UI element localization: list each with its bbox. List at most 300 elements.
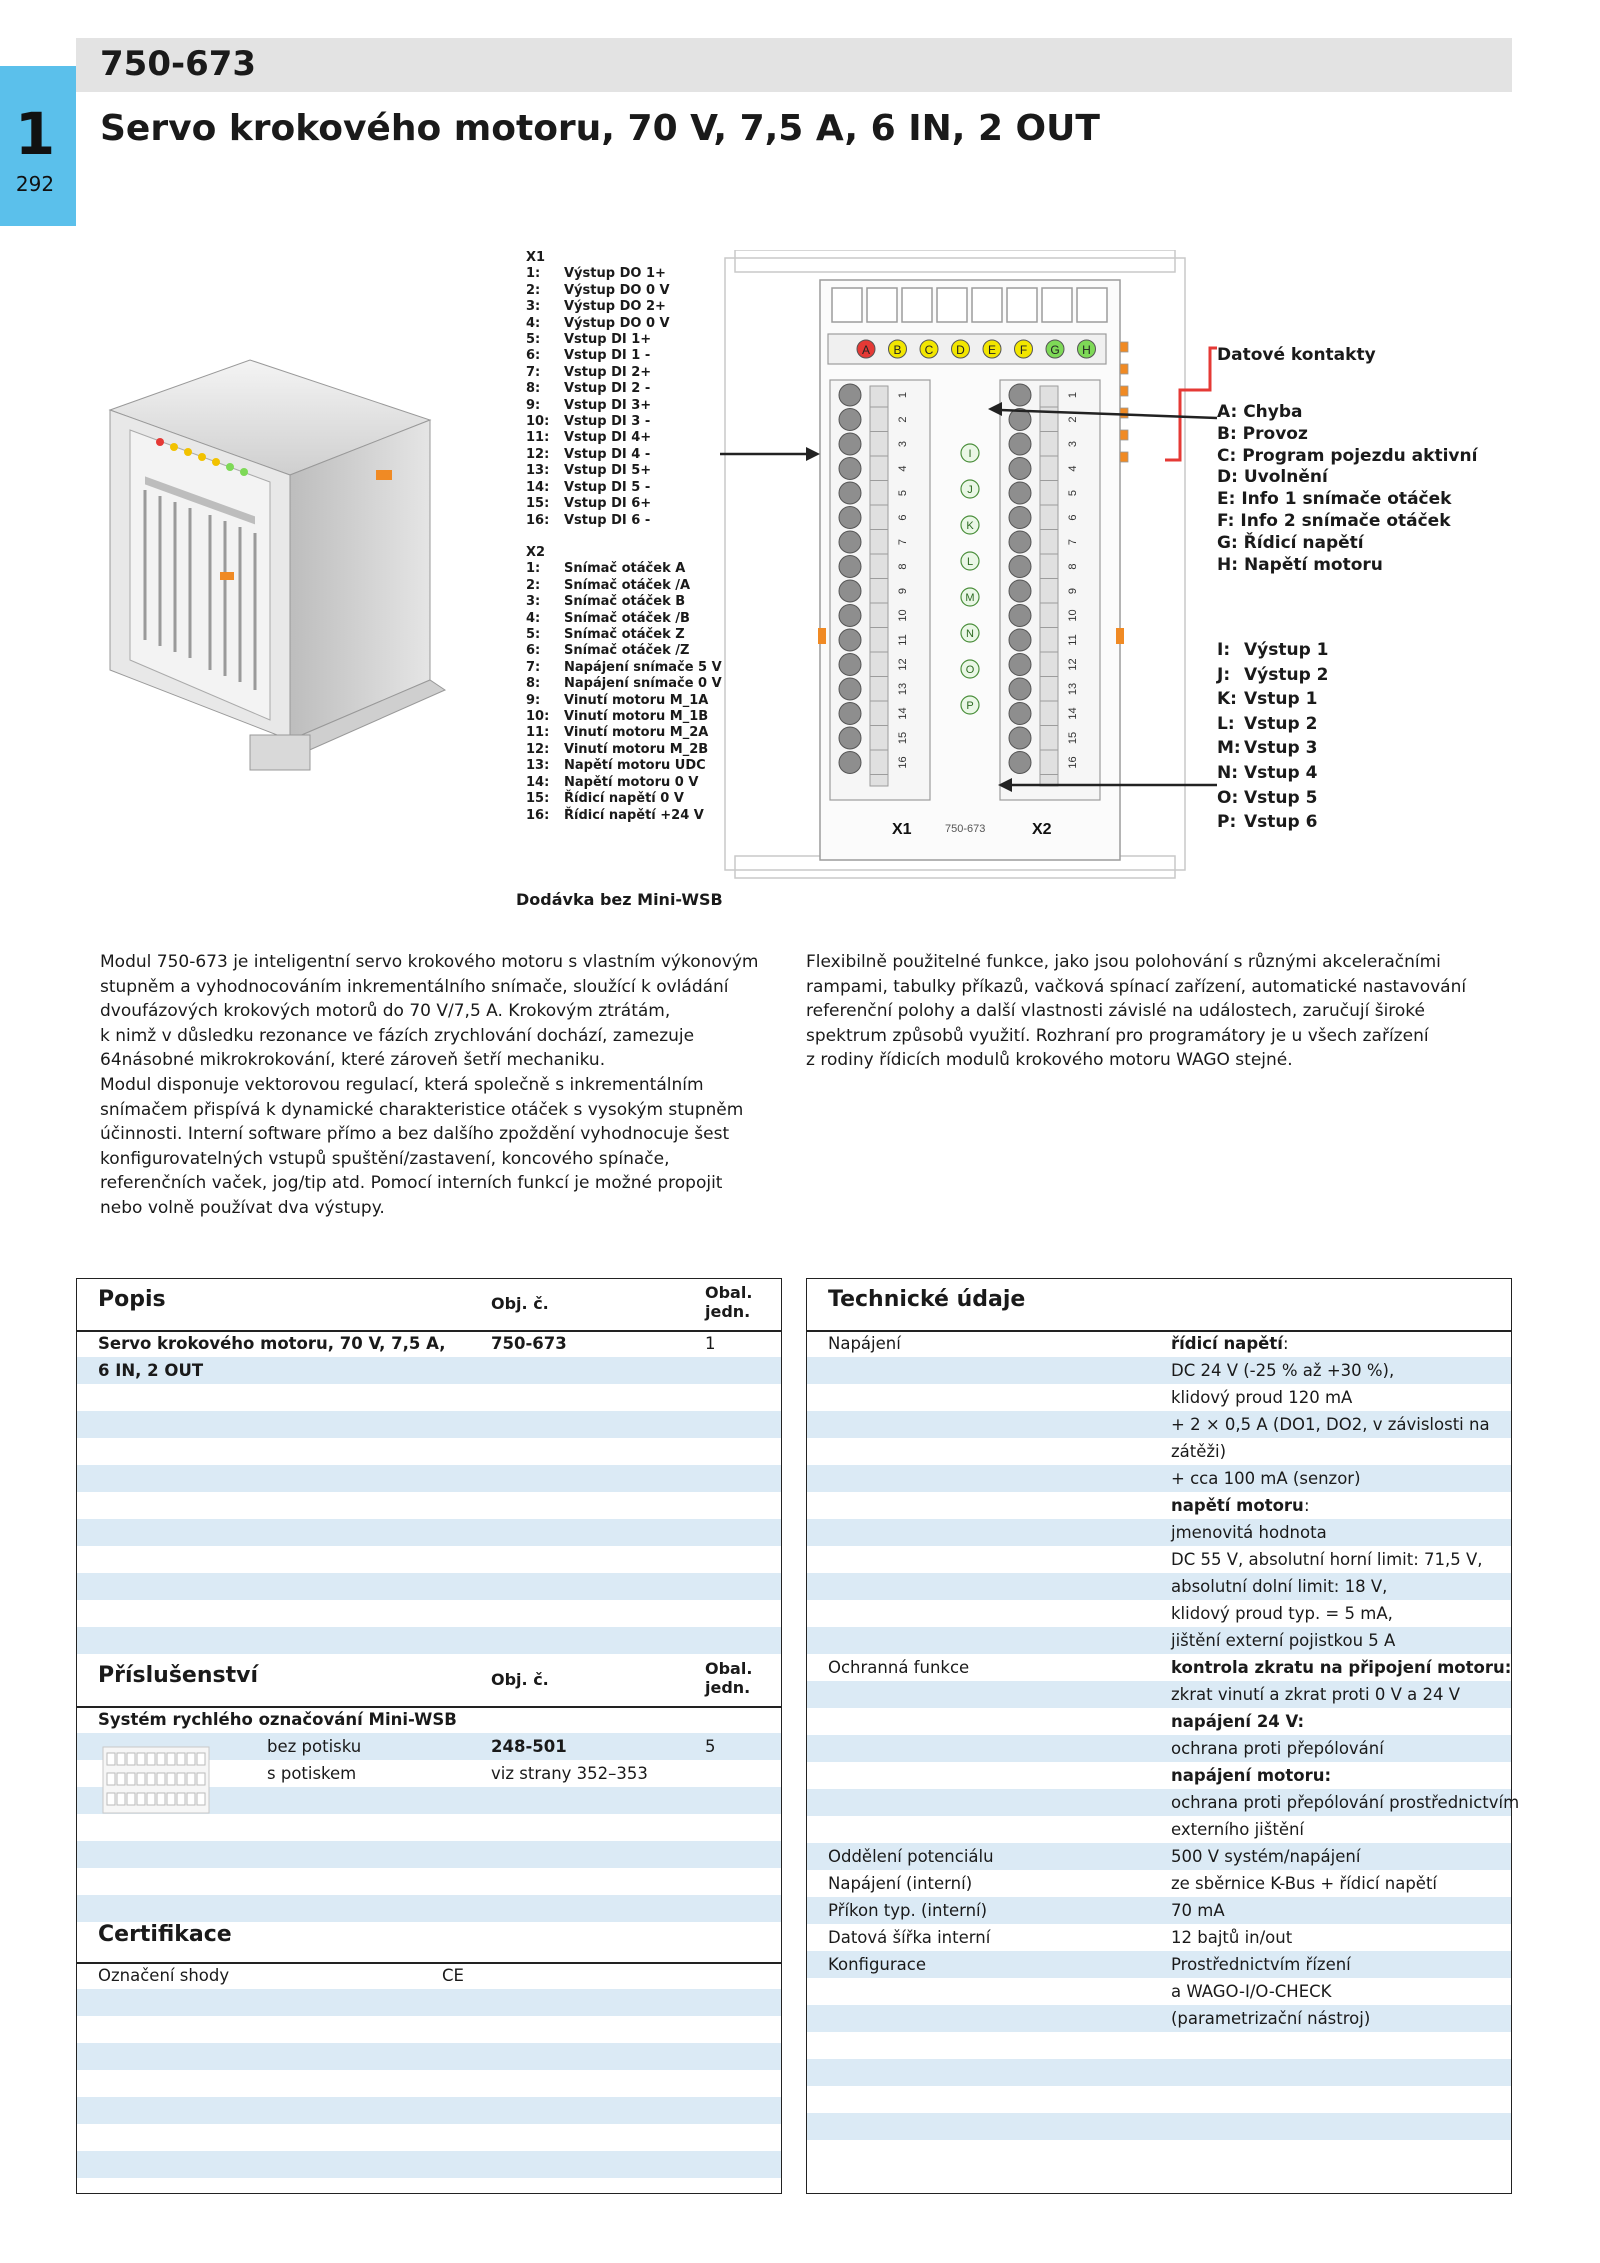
table-row — [77, 1841, 781, 1868]
description-line: dvoufázových krokových motorů do 70 V/7,5 A. Krokovým ztrátám, — [100, 1001, 671, 1022]
diagram-caption: Dodávka bez Mini-WSB — [516, 890, 723, 909]
terminal-number: 15: — [526, 496, 550, 512]
terminal-clamp — [839, 580, 861, 602]
terminal-row — [526, 791, 722, 807]
io-led-letter: P — [966, 700, 974, 712]
terminal-pin-number: 13 — [897, 682, 909, 696]
terminal-function: Vstup DI 6 - — [564, 512, 651, 528]
terminal-number: 11: — [526, 725, 550, 741]
terminal-clamp — [839, 458, 861, 480]
description-line: referenční polohy a další vlastnosti závislé na událostech, zaručují široké — [806, 1001, 1426, 1022]
terminal-number: 1: — [526, 266, 541, 282]
terminal-pin-number: 16 — [1067, 756, 1079, 769]
terminal-clamp — [839, 605, 861, 627]
terminal-clamp — [1009, 556, 1031, 578]
terminal-function: Vinutí motoru M_2B — [564, 741, 709, 757]
marker-slot — [902, 288, 932, 322]
io-legend-item — [1217, 810, 1329, 835]
terminal-number: 5: — [526, 332, 541, 348]
terminal-number: 10: — [526, 414, 550, 430]
terminal-row — [526, 283, 670, 299]
terminal-number: 5: — [526, 627, 541, 643]
tech-value: 70 mA — [1171, 1901, 1225, 1920]
terminal-row — [526, 332, 670, 348]
tech-value: zátěži) — [1171, 1442, 1227, 1461]
order-table — [76, 1278, 782, 2194]
terminal-function: Vinutí motoru M_1B — [564, 709, 709, 725]
tech-row — [807, 1735, 1511, 1762]
tech-row — [807, 1789, 1520, 1816]
tech-row — [807, 1573, 1511, 1600]
io-legend-key: P: — [1217, 812, 1237, 833]
terminal-row — [526, 513, 670, 529]
terminal-clamp — [1009, 458, 1031, 480]
tech-row-empty — [807, 2086, 1511, 2113]
tech-value: kontrola zkratu na připojení motoru: — [1171, 1658, 1512, 1677]
terminal-row — [526, 561, 722, 577]
terminal-function: Snímač otáček /A — [564, 577, 691, 593]
chapter-number: 1 — [14, 100, 56, 168]
tech-value: + cca 100 mA (senzor) — [1171, 1469, 1361, 1488]
tech-label: Ochranná funkce — [828, 1658, 970, 1677]
tech-section-title: Technické údaje — [828, 1287, 1026, 1312]
terminal-clamp — [839, 482, 861, 504]
tech-row — [807, 1519, 1511, 1546]
terminal-row — [526, 725, 722, 741]
accessory-item-number: 248-501 — [491, 1737, 567, 1756]
terminal-function: Vstup DI 2+ — [564, 364, 652, 380]
terminal-row — [526, 742, 722, 758]
terminal-number: 4: — [526, 610, 541, 626]
terminal-function: Snímač otáček B — [564, 594, 686, 610]
table-row — [77, 1706, 781, 1733]
terminal-pin-number: 11 — [1067, 634, 1079, 646]
terminal-number: 3: — [526, 299, 541, 315]
data-contacts-label: Datové kontakty — [1217, 345, 1376, 365]
tech-value: (parametrizační nástroj) — [1171, 2009, 1371, 2028]
io-legend-key: I: — [1217, 640, 1231, 660]
terminal-function: Snímač otáček /Z — [564, 643, 690, 659]
terminal-clamp — [839, 629, 861, 651]
mini-wsb-photo — [101, 1745, 211, 1815]
marker-slot — [832, 288, 862, 322]
terminal-pin-number: 7 — [897, 538, 909, 546]
data-contact — [1120, 342, 1128, 352]
terminal-row — [526, 578, 722, 594]
terminal-clamp — [1009, 678, 1031, 700]
terminal-pin-number: 5 — [1067, 489, 1079, 497]
tech-table — [806, 1278, 1520, 2194]
terminal-number: 1: — [526, 561, 541, 577]
order-col-pack: Obal. jedn. — [705, 1283, 753, 1321]
terminal-number: 8: — [526, 381, 541, 397]
table-row — [77, 1895, 781, 1922]
tech-row — [807, 1816, 1511, 1843]
terminal-number: 16: — [526, 807, 550, 823]
terminal-clamp — [839, 752, 861, 774]
terminal-clamp — [839, 531, 861, 553]
description-line: Flexibilně použitelné funkce, jako jsou polohování s různými akceleračními — [806, 952, 1441, 972]
tech-value: externího jištění — [1171, 1820, 1305, 1839]
led-legend-item: G: Řídicí napětí — [1217, 532, 1364, 553]
terminal-row — [526, 348, 670, 364]
module-diagram — [720, 250, 1240, 890]
terminal-clamp — [1009, 433, 1031, 455]
terminal-number: 9: — [526, 397, 541, 413]
x2-label: X2 — [1032, 821, 1052, 838]
tech-row — [807, 1978, 1511, 2005]
io-led-letter: N — [966, 628, 974, 640]
terminal-pin-number: 12 — [897, 658, 909, 671]
product-photo — [100, 340, 480, 780]
terminal-number: 14: — [526, 479, 550, 495]
terminal-function: Vstup DI 5+ — [564, 463, 652, 479]
terminal-number: 10: — [526, 709, 550, 725]
status-led-letter: C — [924, 343, 934, 357]
terminal-pin-number: 8 — [1067, 563, 1079, 570]
terminal-pin-number: 4 — [897, 465, 909, 472]
tech-row — [807, 1546, 1511, 1573]
led-legend-item: C: Program pojezdu aktivní — [1217, 445, 1478, 466]
terminal-number: 3: — [526, 594, 541, 610]
terminal-clamp — [1009, 752, 1031, 774]
io-legend-item — [1217, 712, 1329, 737]
terminal-row — [526, 480, 670, 496]
marker-slot — [972, 288, 1002, 322]
x1-label: X1 — [892, 821, 912, 838]
terminal-pin-number: 8 — [897, 563, 909, 570]
terminal-function: Napětí motoru 0 V — [564, 774, 699, 790]
io-legend-value: Výstup 1 — [1244, 640, 1329, 660]
accessory-item-pack: 5 — [705, 1737, 716, 1756]
terminal-clamp — [1009, 727, 1031, 749]
terminal-pin-number: 7 — [1067, 538, 1079, 546]
table-row — [77, 1492, 781, 1519]
terminal-list-x1 — [526, 250, 670, 529]
tech-value: ochrana proti přepólování — [1171, 1739, 1384, 1758]
table-row — [77, 2070, 781, 2097]
io-legend-item — [1217, 736, 1329, 761]
tech-row-empty — [807, 2059, 1511, 2086]
terminal-number: 11: — [526, 430, 550, 446]
terminal-function: Snímač otáček /B — [564, 610, 690, 626]
top-rail — [735, 250, 1175, 272]
conformity-label: Označení shody — [98, 1966, 230, 1985]
tech-value: napájení 24 V: — [1171, 1712, 1305, 1731]
io-legend-key: L: — [1217, 713, 1235, 734]
io-legend-key: O: — [1217, 787, 1239, 808]
table-row — [77, 1962, 781, 1989]
description-line: k nimž v důsledku rezonance ve fázích zrychlování dochází, zamezuje — [100, 1025, 695, 1046]
table-row — [77, 1546, 781, 1573]
terminal-function: Řídicí napětí 0 V — [564, 791, 684, 807]
terminal-number: 7: — [526, 659, 541, 675]
terminal-pin-number: 15 — [1067, 731, 1079, 745]
description-line: konfigurovatelných vstupů spuštění/zastavení, koncového spínače, — [100, 1148, 670, 1169]
io-legend-item — [1217, 786, 1329, 811]
tech-row — [807, 1330, 1511, 1357]
tech-row-empty — [807, 2113, 1511, 2140]
terminal-clamp — [1009, 629, 1031, 651]
description-line: účinnosti. Interní software přímo a bez dalšího zpoždění vyhodnocuje šest — [100, 1124, 730, 1145]
table-row — [77, 1330, 781, 1357]
terminal-function: Napájení snímače 5 V — [564, 659, 722, 675]
terminal-number: 12: — [526, 446, 550, 462]
table-row — [77, 1438, 781, 1465]
led-legend-item: H: Napětí motoru — [1217, 554, 1383, 575]
terminal-function: Snímač otáček A — [564, 561, 686, 577]
terminal-row — [526, 430, 670, 446]
terminal-clamp — [1009, 531, 1031, 553]
terminal-pin-number: 9 — [1067, 587, 1079, 595]
tech-value: + 2 × 0,5 A (DO1, DO2, v závislosti na — [1171, 1415, 1490, 1434]
table-row — [77, 2097, 781, 2124]
side-tab-right — [1116, 628, 1124, 644]
terminal-function: Vstup DI 3+ — [564, 397, 652, 413]
led-legend-item: F: Info 2 snímače otáček — [1217, 510, 1451, 531]
tech-label: Oddělení potenciálu — [828, 1847, 994, 1866]
terminal-number: 2: — [526, 577, 541, 593]
terminal-clamp — [839, 556, 861, 578]
terminal-function: Vstup DI 1+ — [564, 332, 652, 348]
accessory-item-number: viz strany 352–353 — [491, 1764, 648, 1783]
terminal-clamp — [839, 703, 861, 725]
io-legend-item — [1217, 663, 1329, 688]
terminal-pin-number: 15 — [897, 731, 909, 745]
page-title: Servo krokového motoru, 70 V, 7,5 A, 6 IN, 2 OUT — [100, 108, 1100, 149]
terminal-row — [526, 447, 670, 463]
io-led-letter: L — [966, 556, 974, 568]
order-col-number: Obj. č. — [491, 1294, 549, 1313]
tech-value: klidový proud 120 mA — [1171, 1388, 1353, 1407]
io-legend-value: Výstup 2 — [1244, 664, 1329, 685]
tech-value: jištění externí pojistkou 5 A — [1171, 1631, 1396, 1650]
tech-value: napájení motoru: — [1171, 1766, 1332, 1785]
accessories-section-title: Příslušenství — [98, 1663, 258, 1688]
page-number: 292 — [15, 172, 55, 196]
terminal-clamp — [839, 409, 861, 431]
terminal-list-x2-title: X2 — [526, 545, 546, 560]
description-line: stupněm a vyhodnocováním inkrementálního snímače, sloužící k ovládání — [100, 976, 729, 997]
terminal-pin-number: 3 — [897, 440, 909, 448]
tech-value: ze sběrnice K-Bus + řídicí napětí — [1171, 1874, 1437, 1893]
tech-row — [807, 1762, 1511, 1789]
description-line: nebo volně používat dva výstupy. — [100, 1197, 385, 1218]
terminal-clamp — [839, 384, 861, 406]
terminal-pin-number: 1 — [897, 391, 909, 399]
terminal-number: 2: — [526, 282, 541, 298]
terminal-pin-number: 6 — [897, 514, 909, 521]
accessories-col-pack: Obal. jedn. — [705, 1659, 753, 1697]
marker-slot — [1042, 288, 1072, 322]
module-label: 750-673 — [945, 823, 986, 835]
marker-slot — [937, 288, 967, 322]
tech-value: řídicí napětí — [1171, 1334, 1283, 1353]
io-legend-value: Vstup 6 — [1244, 812, 1318, 833]
tech-value: ochrana proti přepólování prostřednictvím — [1171, 1793, 1520, 1812]
tech-row — [807, 1627, 1511, 1654]
tech-value-suffix: : — [1283, 1334, 1289, 1353]
tech-row — [807, 1438, 1511, 1465]
tech-value: napětí motoru — [1171, 1496, 1304, 1515]
terminal-function: Vstup DI 6+ — [564, 496, 652, 512]
side-tab-left — [818, 628, 826, 644]
description-line: Modul 750-673 je inteligentní servo krokového motoru s vlastním výkonovým — [100, 952, 759, 972]
tech-value: DC 55 V, absolutní horní limit: 71,5 V, — [1171, 1550, 1483, 1569]
description-line: referenčních vaček, jog/tip atd. Pomocí interních funkcí je možné propojit — [100, 1173, 723, 1194]
terminal-function: Napájení snímače 0 V — [564, 676, 722, 692]
io-legend-item — [1217, 761, 1329, 786]
tech-value: jmenovitá hodnota — [1171, 1523, 1327, 1542]
table-row — [77, 1465, 781, 1492]
status-led-letter: F — [1019, 343, 1028, 357]
data-contact — [1120, 452, 1128, 462]
terminal-pin-number: 6 — [1067, 514, 1079, 521]
status-led-letter: H — [1082, 343, 1091, 357]
order-section-title: Popis — [98, 1287, 166, 1312]
terminal-row — [526, 693, 722, 709]
article-number: 750-673 — [100, 44, 257, 84]
marker-slot — [867, 288, 897, 322]
terminal-row — [526, 660, 722, 676]
tech-value: zkrat vinutí a zkrat proti 0 V a 24 V — [1171, 1685, 1461, 1704]
terminal-clamp — [839, 507, 861, 529]
description-line: Modul disponuje vektorovou regulací, která společně s inkrementálním — [100, 1074, 704, 1095]
terminal-clamp — [839, 678, 861, 700]
terminal-clamp — [1009, 654, 1031, 676]
tech-value: klidový proud typ. = 5 mA, — [1171, 1604, 1393, 1623]
terminal-function: Výstup DO 2+ — [564, 299, 666, 315]
table-row — [77, 2124, 781, 2151]
table-row — [77, 1411, 781, 1438]
terminal-row — [526, 381, 670, 397]
accessory-item-name: bez potisku — [267, 1737, 362, 1756]
data-contact — [1120, 364, 1128, 374]
description-line: z rodiny řídicích modulů krokového motoru WAGO stejné. — [806, 1050, 1293, 1071]
io-legend-value: Vstup 5 — [1244, 787, 1318, 808]
table-row — [77, 2043, 781, 2070]
terminal-row — [526, 758, 722, 774]
terminal-row — [526, 398, 670, 414]
tech-value: a WAGO-I/O-CHECK — [1171, 1982, 1332, 2001]
terminal-pin-number: 4 — [1067, 465, 1079, 472]
terminal-pin-number: 5 — [897, 489, 909, 497]
terminal-number: 15: — [526, 791, 550, 807]
terminal-number: 16: — [526, 512, 550, 528]
tech-row — [807, 1492, 1511, 1519]
io-legend — [1217, 638, 1329, 835]
terminal-row — [526, 627, 722, 643]
table-row — [77, 1573, 781, 1600]
io-legend-key: J: — [1217, 664, 1231, 685]
terminal-number: 6: — [526, 348, 541, 364]
terminal-number: 14: — [526, 774, 550, 790]
terminal-clamp — [1009, 703, 1031, 725]
tech-row-empty — [807, 2140, 1511, 2167]
terminal-clamp — [839, 654, 861, 676]
terminal-clamp — [839, 727, 861, 749]
certification-section-title: Certifikace — [98, 1922, 232, 1947]
tech-row — [807, 1843, 1511, 1870]
led-legend-item: E: Info 1 snímače otáček — [1217, 489, 1452, 510]
tech-row — [807, 1951, 1511, 1978]
table-row — [77, 1357, 781, 1384]
description-line: spektrum způsobů využití. Rozhraní pro programátory je u všech zařízení — [806, 1025, 1429, 1046]
status-led-letter: E — [987, 343, 997, 357]
accessory-item-name: s potiskem — [267, 1764, 357, 1783]
terminal-pin-number: 13 — [1067, 682, 1079, 696]
product-order-number: 750-673 — [491, 1334, 567, 1353]
status-led-letter: A — [861, 343, 871, 357]
tech-row — [807, 1870, 1511, 1897]
terminal-row — [526, 365, 670, 381]
tech-row — [807, 1924, 1511, 1951]
tech-label: Konfigurace — [828, 1955, 926, 1974]
table-row — [77, 1519, 781, 1546]
description-line: snímačem přispívá k dynamické charakteristice otáček s vysokým stupněm — [100, 1099, 744, 1120]
table-row — [77, 1600, 781, 1627]
terminal-function: Řídicí napětí +24 V — [564, 807, 704, 823]
terminal-function: Vinutí motoru M_2A — [564, 725, 709, 741]
terminal-clamp — [1009, 384, 1031, 406]
description-left — [100, 950, 758, 1221]
table-row — [77, 1384, 781, 1411]
product-name-cont: 6 IN, 2 OUT — [98, 1361, 204, 1380]
data-contact — [1120, 430, 1128, 440]
terminal-number: 12: — [526, 741, 550, 757]
description-line: rampami, tabulky příkazů, vačková spínací zařízení, automatické nastavování — [806, 976, 1467, 997]
table-row — [77, 1627, 781, 1654]
product-pack-unit: 1 — [705, 1334, 716, 1353]
status-led-letter: B — [893, 343, 902, 357]
terminal-pin-number: 10 — [897, 609, 909, 622]
accessories-col-number: Obj. č. — [491, 1670, 549, 1689]
terminal-number: 6: — [526, 643, 541, 659]
terminal-row — [526, 463, 670, 479]
terminal-pin-number: 2 — [1067, 416, 1079, 423]
terminal-pin-number: 9 — [897, 587, 909, 595]
io-legend-key: M: — [1217, 738, 1241, 759]
tech-row — [807, 1654, 1511, 1681]
terminal-row — [526, 611, 722, 627]
terminal-pin-number: 10 — [1067, 609, 1079, 622]
tech-value: DC 24 V (-25 % až +30 %), — [1171, 1361, 1395, 1380]
terminal-clamp — [1009, 507, 1031, 529]
terminal-list-x2 — [526, 545, 722, 824]
io-led-letter: K — [966, 520, 974, 532]
accessory-system: Systém rychlého označování Mini-WSB — [98, 1710, 457, 1729]
terminal-row — [526, 594, 722, 610]
terminal-function: Výstup DO 1+ — [564, 266, 666, 282]
table-row — [77, 1814, 781, 1841]
terminal-row — [526, 266, 670, 282]
data-contact — [1120, 386, 1128, 396]
tech-row — [807, 1465, 1511, 1492]
io-legend-value: Vstup 1 — [1244, 689, 1318, 710]
terminal-function: Vstup DI 2 - — [564, 381, 651, 397]
table-row — [77, 2151, 781, 2178]
terminal-number: 8: — [526, 676, 541, 692]
terminal-function: Vstup DI 4 - — [564, 446, 651, 462]
terminal-pin-number: 14 — [1067, 707, 1079, 720]
terminal-pin-number: 1 — [1067, 391, 1079, 399]
terminal-pin-number: 3 — [1067, 440, 1079, 448]
io-led-letter: I — [968, 448, 972, 460]
led-legend — [1217, 402, 1477, 576]
terminal-function: Výstup DO 0 V — [564, 282, 670, 298]
io-legend-value: Vstup 2 — [1244, 713, 1318, 734]
terminal-row — [526, 709, 722, 725]
